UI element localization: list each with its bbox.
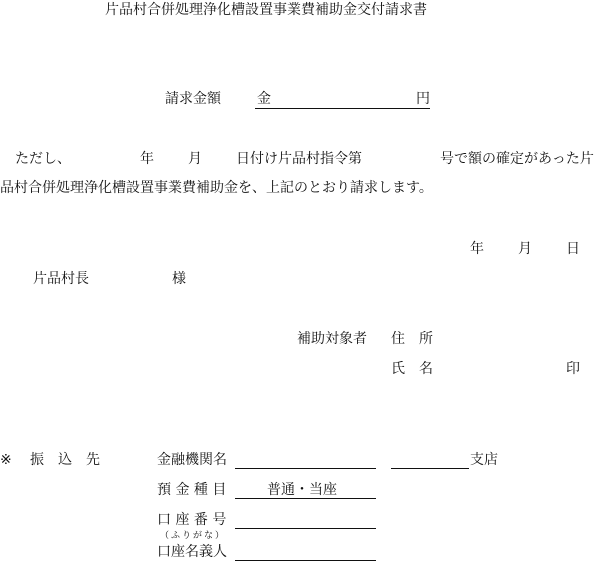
body-line2: 品村合併処理浄化槽設置事業費補助金を、上記のとおり請求します。	[0, 180, 433, 196]
applicant-label: 補助対象者	[297, 331, 367, 347]
body-line1-middle: 日付け片品村指令第	[236, 151, 362, 167]
account-holder-line	[235, 560, 376, 561]
amount-prefix: 金	[257, 91, 271, 107]
account-holder-label: 口座名義人	[157, 544, 227, 560]
branch-line	[391, 468, 469, 469]
seal-mark: 印	[566, 361, 580, 377]
deposit-type-value: 普通・当座	[267, 482, 337, 498]
amount-label: 請求金額	[165, 91, 221, 107]
addressee-name: 片品村長	[33, 271, 89, 287]
account-number-line	[235, 528, 376, 529]
deposit-type-line	[235, 498, 376, 499]
body-line1-start: ただし、	[15, 151, 71, 167]
date-day: 日	[566, 241, 580, 257]
date-year: 年	[470, 241, 484, 257]
deposit-type-label: 預 金 種 目	[157, 482, 227, 498]
branch-label: 支店	[470, 452, 498, 468]
amount-underline	[255, 108, 430, 109]
amount-unit: 円	[416, 91, 430, 107]
applicant-name-label: 氏 名	[391, 361, 433, 377]
applicant-address-label: 住 所	[391, 331, 433, 347]
body-line1-year: 年	[140, 151, 154, 167]
bank-name-label: 金融機関名	[157, 452, 227, 468]
note-mark: ※	[0, 452, 12, 468]
date-month: 月	[518, 241, 532, 257]
transfer-title: 振 込 先	[30, 452, 100, 468]
furigana-label: （ふりがな）	[160, 531, 227, 541]
body-line1-month: 月	[188, 151, 202, 167]
document-title: 片品村合併処理浄化槽設置事業費補助金交付請求書	[105, 2, 427, 18]
account-number-label: 口 座 番 号	[157, 512, 227, 528]
body-line1-end: 号で額の確定があった片	[440, 151, 594, 167]
bank-name-line	[235, 468, 376, 469]
addressee-honorific: 様	[172, 271, 186, 287]
